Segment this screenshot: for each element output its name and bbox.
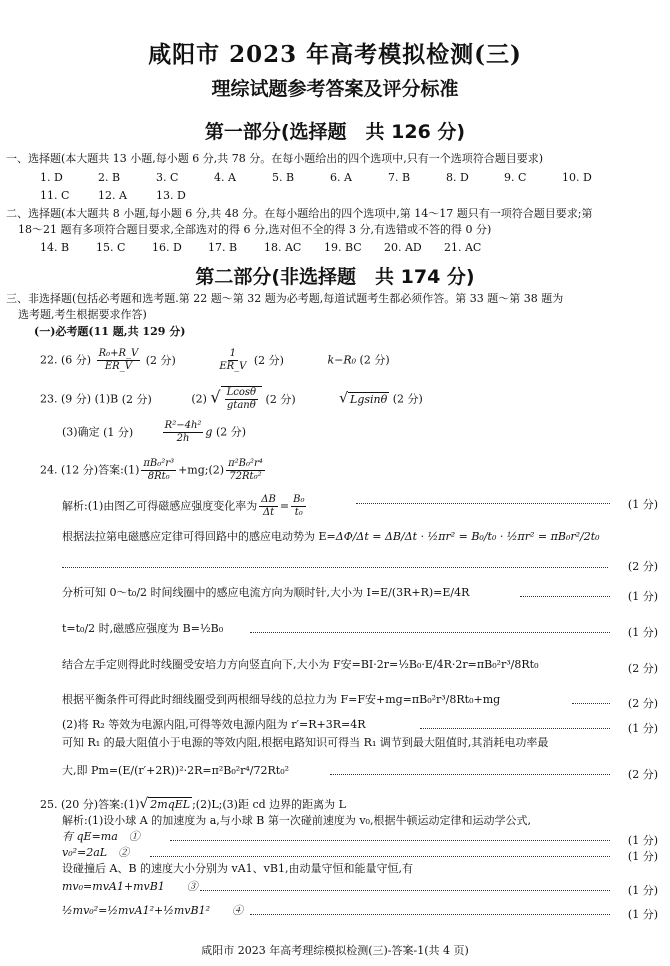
sec2-header-line1: 二、选择题(本大题共 8 小题,每小题 6 分,共 48 分。在每小题给出的四个选项中,第 14～17 题只有一项符合题目要求;第 <box>6 207 593 220</box>
q25-line6: ½mv₀²=½mvA1²+½mvB1² ④ <box>62 904 244 917</box>
q24-line9: 大,即 Pm=(E/(r′+2R))²·2R=π²B₀²r⁴/72Rt₀² <box>62 764 290 777</box>
sec1-answers-row2 <box>40 189 214 203</box>
q24-line4: t=t₀/2 时,磁感应强度为 B=½B₀ <box>62 622 224 635</box>
q22-label: 22. (6 分) <box>40 353 92 367</box>
q25-line2: 有 qE=ma ① <box>62 830 140 843</box>
page-title: 咸阳市 2023 年高考模拟检测(三) <box>148 41 522 68</box>
q23-row2: (3)确定 (1 分) $\frac{\text{R²−4h²}}{2h}$ g (2 分) <box>62 420 247 444</box>
answer: 15. C <box>96 241 126 254</box>
q22-fraction1: $\frac{\text{R₀+R\_V}}{ER\_V}$ <box>98 348 139 372</box>
answer: 2. B <box>98 171 121 184</box>
q24-line5: 结合左手定则得此时线圈受安培力方向竖直向下,大小为 F安=BI·2r=½B₀·E/4R·2r=πB₀²r³/8Rt₀ <box>62 658 539 671</box>
q24-line6: 根据平衡条件可得此时细线圈受到两根细导线的总拉力为 F=F安+mg=πB₀²r³/8Rt₀+mg <box>62 693 501 706</box>
q23-row1: 23. (9 分) (1)B (2 分) (2) √ $\frac{Lcos\theta}{gtan\theta}$ (2 分) √ Lgsinθ (2 分) <box>40 387 423 411</box>
q25-line5: mv₀=mvA1+mvB1 ③ <box>62 880 198 893</box>
q24-answer: 24. (12 分)答案:(1) $\frac{\text{πB₀²r³}}{\text{8Rt₀}}$ +mg;(2) $\frac{\text{π²B₀²r⁴}}{\text{72Rt₀²}}$ <box>40 458 263 482</box>
answer: 21. AC <box>444 241 482 254</box>
answer: 17. B <box>208 241 238 254</box>
q25-answer: 25. (20 分)答案:(1)√ 2mqEL ;(2)L;(3)距 cd 边界的距离为 L <box>40 796 346 812</box>
answer: 10. D <box>562 171 592 184</box>
page-subtitle: 理综试题参考答案及评分标准 <box>211 78 459 100</box>
sec3-header-line2: 选考题,考生根据要求作答) <box>18 308 147 321</box>
part1-heading: 第一部分(选择题 共 126 分) <box>204 121 466 143</box>
q24-line3: 分析可知 0～t₀/2 时间线圈中的感应电流方向为顺时针,大小为 I=E/(3R+R)=E/4R <box>62 586 470 599</box>
answer: 8. D <box>446 171 469 184</box>
sqrt-symbol: √ <box>210 387 221 407</box>
sec1-header: 一、选择题(本大题共 13 小题,每小题 6 分,共 78 分。在每小题给出的四个选项中,只有一个选项符合题目要求) <box>6 152 544 165</box>
sec3-header-line1: 三、非选择题(包括必考题和选考题.第 22 题～第 32 题为必考题,每道试题考生都必须作答。第 33 题～第 38 题为 <box>6 292 564 305</box>
answer: 6. A <box>330 171 352 184</box>
answer: 19. BC <box>324 241 362 254</box>
sec2-answers <box>40 241 504 255</box>
page-footer: 咸阳市 2023 年高考理综模拟检测(三)-答案-1(共 4 页) <box>201 944 469 957</box>
part2-heading: 第二部分(非选择题 共 174 分) <box>195 266 475 288</box>
q25-line1: 解析:(1)设小球 A 的加速度为 a,与小球 B 第一次碰前速度为 v₀,根据牛顿运动定律和运动学公式, <box>62 814 531 827</box>
q25-line4: 设碰撞后 A、B 的速度大小分别为 vA1、vB1,由动量守恒和能量守恒,有 <box>62 862 413 875</box>
answer: 5. B <box>272 171 295 184</box>
q24-line2: 根据法拉第电磁感应定律可得回路中的感应电动势为 E=ΔΦ/Δt = ΔB/Δt · ½πr² = B₀/t₀ · ½πr² = πB₀r²/2t₀ <box>62 530 600 543</box>
answer: 12. A <box>98 189 127 202</box>
answer: 7. B <box>388 171 411 184</box>
required-heading: (一)必考题(11 题,共 129 分) <box>34 325 186 338</box>
answer-sheet-page: 咸阳市 2023 年高考模拟检测(三) 理综试题参考答案及评分标准 第一部分(选择题 共 126 分) 一、选择题(本大题共 13 小题,每小题 6 分,共 78 分。在每小题给出的四个选项中,只有一个选项符合题目要求) 1. D 2. B 3. C 4. A 5. B 6. A 7. B 8. D 9. C 10. D 11. C 12. A 13. D 二、选择题(本大题共 8 小题,每小题 6 分,共 48 分。在每小题给出的四个选项中,第 14～17 题只有一项符合题目要求;第 18～21 题有多项符合题目要求,全部选对的得 6 分,选对但不全的得 3 分,有选错或不答的得 0 分) 14. B 15. C 16. D 17. B 18. AC 19. BC 20. AD 21. AC 第二部分(非选择题 共 174 分) 三、非选择题(包括必考题和选考题.第 22 题～第 32 题为必考题,每道试题考生都必须作答。第 33 题～第 38 题为 选考题,考生根据要求作答) (一)必考题(11 题,共 129 分) 22. (6 分) $\frac{\text{R₀+R\_V}}{ER\_V}$ (2 分) $\frac{1}{ER\_V}$ (2 分) k−R₀ (2 分) 23. (9 分) (1)B (2 分) (2) √ $\frac{Lcos\theta}{gtan\theta}$ (2 分) √ Lgsinθ (2 分) (3)确定 (1 分) $\frac{\text{R²−4h²}}{2h}$ g (2 分) 24. (12 分)答案:(1) $\frac{\text{πB₀²r³}}{\text{8Rt₀}}$ +mg;(2) $\frac{\text{π²B₀²r⁴}}{\text{72Rt₀²}}$ 解析:(1)由图乙可得磁感应强度变化率为 $\frac{\Delta B}{\Delta t}$ = $\frac{\text{B₀}}{\text{t₀}}$ (1 分) 根据法拉第电磁感应定律可得回路中的感应电动势为 E=ΔΦ/Δt = ΔB/Δt · ½πr² = B₀/t₀ · ½πr² = πB₀r²/2t₀ (2 分) 分析可知 0～t₀/2 时间线圈中的感应电流方向为顺时针,大小为 I=E/(3R+R)=E/4R (1 分) t=t₀/2 时,磁感应强度为 B=½B₀ (1 分) 结合左手定则得此时线圈受安培力方向竖直向下,大小为 F安=BI·2r=½B₀·E/4R·2r=πB₀²r³/8Rt₀ (2 分) 根据平衡条件可得此时细线圈受到两根细导线的总拉力为 F=F安+mg=πB₀²r³/8Rt₀+mg (2 分) (2)将 R₂ 等效为电源内阻,可得等效电源内阻为 r′=R+3R=4R (1 分) 可知 R₁ 的最大阻值小于电源的等效内阻,根据电路知识可得当 R₁ 调节到最大阻值时,其消耗电功率最 大,即 Pm=(E/(r′+2R))²·2R=π²B₀²r⁴/72Rt₀² (2 分) 25. (20 分)答案:(1)√ 2mqEL ;(2)L;(3)距 cd 边界的距离为 L 解析:(1)设小球 A 的加速度为 a,与小球 B 第一次碰前速度为 v₀,根据牛顿运动定律和运动学公式, 有 qE=ma ① (1 分) v₀²=2aL ② (1 分) 设碰撞后 A、B 的速度大小分别为 vA1、vB1,由动量守恒和能量守恒,有 mv₀=mvA1+mvB1 ③ (1 分) ½mv₀²=½mvA1²+½mvB1² ④ (1 分) 咸阳市 2023 年高考理综模拟检测(三)-答案-1(共 4 页) <box>0 0 670 966</box>
sec1-answers-row1 <box>40 171 620 185</box>
answer: 1. D <box>40 171 63 184</box>
q22-fraction2: $\frac{1}{ER\_V}$ <box>219 348 247 372</box>
answer: 13. D <box>156 189 186 202</box>
sec2-header-line2: 18～21 题有多项符合题目要求,全部选对的得 6 分,选对但不全的得 3 分,有选错或不答的得 0 分) <box>18 223 492 236</box>
answer: 16. D <box>152 241 182 254</box>
answer: 9. C <box>504 171 527 184</box>
answer: 4. A <box>214 171 236 184</box>
q24-line1: 解析:(1)由图乙可得磁感应强度变化率为 $\frac{\Delta B}{\Delta t}$ = $\frac{\text{B₀}}{\text{t₀}}$ <box>62 494 305 518</box>
answer: 11. C <box>40 189 70 202</box>
answer: 18. AC <box>264 241 302 254</box>
answer: 20. AD <box>384 241 422 254</box>
answer: 3. C <box>156 171 179 184</box>
q24-line7: (2)将 R₂ 等效为电源内阻,可得等效电源内阻为 r′=R+3R=4R <box>62 718 366 731</box>
q24-line8: 可知 R₁ 的最大阻值小于电源的等效内阻,根据电路知识可得当 R₁ 调节到最大阻值时,其消耗电功率最 <box>62 736 549 749</box>
q22-row: 22. (6 分) $\frac{\text{R₀+R\_V}}{ER\_V}$ (2 分) $\frac{1}{ER\_V}$ (2 分) k−R₀ (2 分) <box>40 348 390 372</box>
answer: 14. B <box>40 241 70 254</box>
q25-line3: v₀²=2aL ② <box>62 846 130 859</box>
